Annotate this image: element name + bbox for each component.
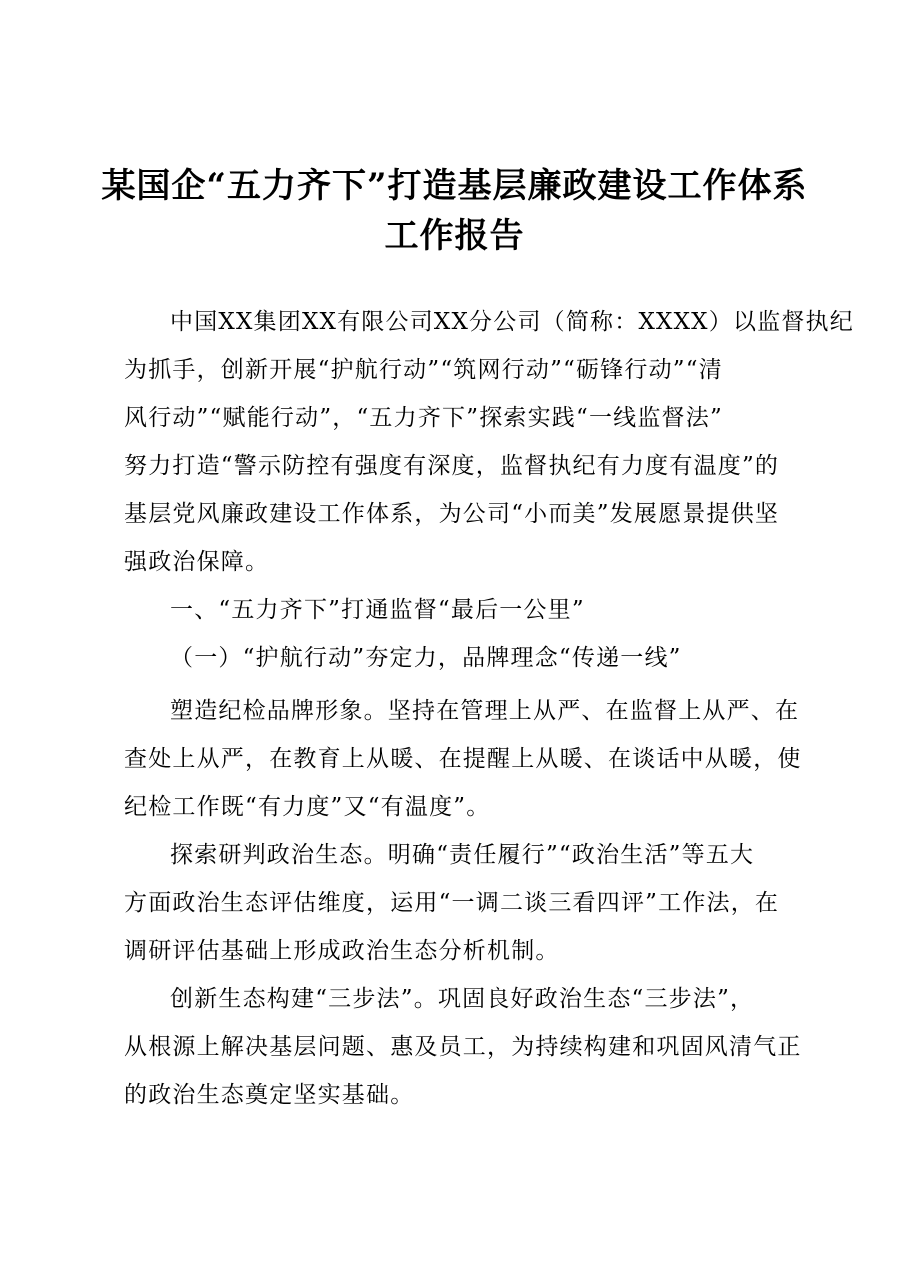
paragraph-brand-line: 查处上从严，在教育上从暖、在提醒上从暖、在谈话中从暖，使 <box>124 746 802 772</box>
paragraph-ecology-line: 调研评估基础上形成政治生态分析机制。 <box>124 938 560 964</box>
paragraph-ecology-line: 方面政治生态评估维度，运用“一调二谈三看四评”工作法，在 <box>124 890 780 916</box>
paragraph-brand-line: 纪检工作既“有力度”又“有温度”。 <box>124 794 491 820</box>
paragraph-intro-line: 风行动”“赋能行动”，“五力齐下”探索实践“一线监督法” <box>124 405 723 431</box>
subsection-heading-1: （一）“护航行动”夯定力，品牌理念“传递一线” <box>170 645 682 671</box>
document-title-line2: 工作报告 <box>384 216 525 256</box>
paragraph-ecology-line: 探索研判政治生态。明确“责任履行”“政治生活”等五大 <box>170 842 755 868</box>
paragraph-intro-line: 努力打造“警示防控有强度有深度，监督执纪有力度有温度”的 <box>124 453 780 479</box>
paragraph-three-steps-line: 从根源上解决基层问题、惠及员工，为持续构建和巩固风清气正 <box>124 1034 802 1060</box>
document-title-line1: 某国企“五力齐下”打造基层廉政建设工作体系 <box>101 166 808 206</box>
paragraph-intro-line: 基层党风廉政建设工作体系，为公司“小而美”发展愿景提供坚 <box>124 501 780 527</box>
paragraph-intro-line: 强政治保障。 <box>124 549 270 575</box>
paragraph-intro-line: 中国XX集团XX有限公司XX分公司（简称：XXXX）以监督执纪 <box>170 309 854 335</box>
paragraph-three-steps-line: 的政治生态奠定坚实基础。 <box>124 1082 415 1108</box>
section-heading-1: 一、“五力齐下”打通监督“最后一公里” <box>170 597 585 623</box>
paragraph-brand-line: 塑造纪检品牌形象。坚持在管理上从严、在监督上从严、在 <box>170 698 800 724</box>
paragraph-three-steps-line: 创新生态构建“三步法”。巩固良好政治生态“三步法”， <box>170 986 755 1012</box>
paragraph-intro-line: 为抓手，创新开展“护航行动”“筑网行动”“砺锋行动”“清 <box>124 357 723 383</box>
